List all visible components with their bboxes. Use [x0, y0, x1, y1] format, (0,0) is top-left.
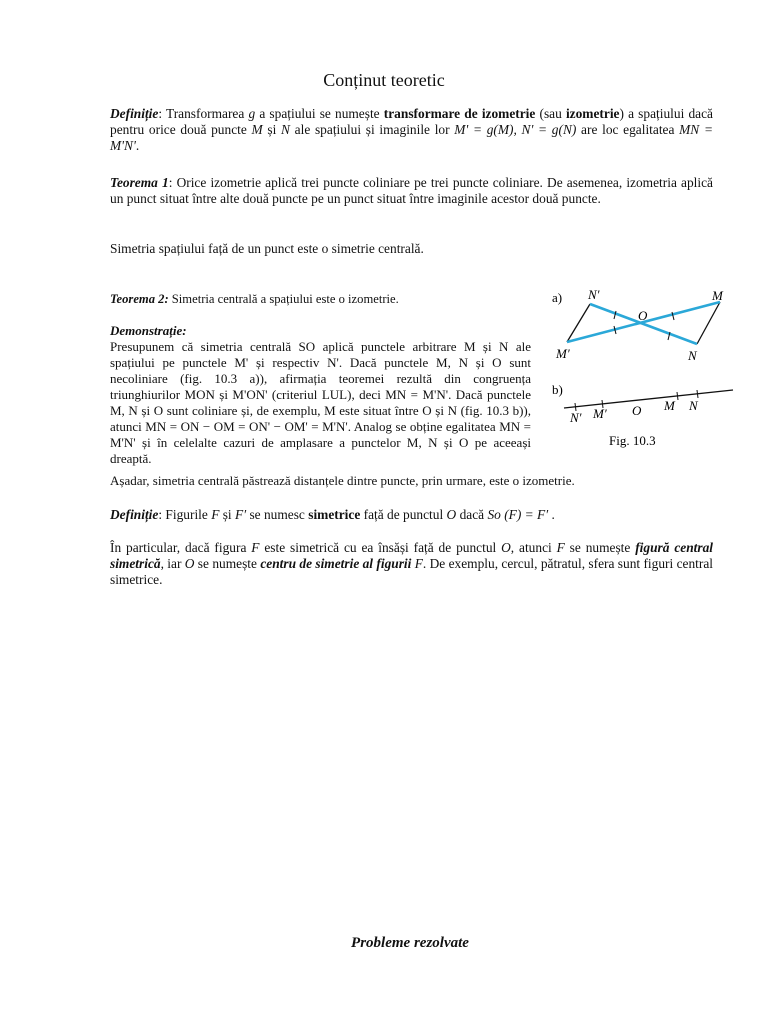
tick-mark [697, 390, 698, 398]
point-label-n-b: N [689, 398, 698, 413]
term-transformare-izometrie: transformare de izometrie [383, 106, 536, 121]
point-label-o: O [638, 308, 648, 323]
point-label-m: M [712, 288, 723, 303]
page-title: Conținut teoretic [323, 70, 445, 90]
figure-10-3 [540, 282, 740, 452]
point-label-mprime: M′ [556, 346, 570, 361]
definition-2-label: Definiție [110, 507, 159, 522]
definition-label: Definiție [110, 106, 159, 121]
term-simetrice: simetrice [308, 507, 361, 522]
particular-case: În particular, dacă figura F este simetrică cu ea însăși față de punctul O, atunci F se numește figură central simetrică, iar O se numește centru de simetrie al figurii F. De exemplu, cercul, pătratul, sfera sunt figuri central simetrice. [110, 540, 714, 587]
theorem-1-label: Teorema 1 [110, 175, 169, 190]
formula-images: M' = g(M), N' = g(N) [454, 122, 577, 137]
demonstration-body: Presupunem că simetria centrală SO aplică punctele arbitrare M și N ale spațiului pe punctele M' și respectiv N'. Dacă punctele M, N și O sunt necoliniare (fig. 10.3 a)), afirmația teoremei rezultă din congruența triunghiurilor MON și M'ON' (criteriul LUL), deci MN = M'N'. Dacă punctele M, N și O sunt coliniare și, de exemplu, M este situat între O și N (fig. 10.3 b)), atunci MN = ON − OM = ON' − OM' = M'N'. Analog se obține egalitatea MN = M'N' și în celelalte cazuri de amplasare a punctelor M, N și O pe aceeași dreaptă. [110, 339, 531, 466]
term-centru-de-simetrie: centru de simetrie al figurii [260, 556, 412, 571]
formula-equality: MN = M'N' [110, 122, 713, 153]
figure-caption: Fig. 10.3 [609, 433, 656, 448]
definition-isometry: Definiție: Transformarea g a spațiului se numește transformare de izometrie (sau izometrie) a spațiului dacă pentru orice două puncte M și N ale spațiului și imaginile lor M' = g(M), N' = g(N) are loc egalitatea MN = M'N'. [110, 106, 713, 153]
point-label-m-b: M [664, 398, 675, 413]
figure-label-b: b) [552, 382, 563, 397]
point-label-nprime-b: N′ [570, 410, 582, 425]
demonstration-label-line [110, 323, 531, 339]
point-label-o-b: O [632, 403, 642, 418]
formula-symmetry: So (F) = F′ [487, 507, 549, 522]
point-label-n: N [688, 348, 697, 363]
theorem-2: Teorema 2: Simetria centrală a spațiului este o izometrie. [110, 292, 399, 306]
term-izometrie: izometrie [565, 106, 620, 121]
point-label-mprime-b: M′ [593, 406, 607, 421]
definition-symmetric-figures: Definiție: Figurile F și F′ se numesc simetrice față de punctul O dacă So (F) = F′ . [110, 507, 555, 522]
theorem-2-label: Teorema 2: [110, 292, 169, 306]
figure-label-a: a) [552, 290, 563, 305]
tick-mark [677, 392, 678, 400]
point-label-nprime: N′ [588, 287, 600, 302]
demonstration-conclusion: Așadar, simetria centrală păstrează distanțele dintre puncte, prin urmare, este o izometrie. [110, 473, 575, 488]
symmetry-note: Simetria spațiului față de un punct este o simetrie centrală. [110, 241, 424, 256]
demonstration-label: Demonstrație: [110, 323, 187, 338]
line-b [564, 390, 733, 408]
term-figura-central-simetrica: figură central simetrică [110, 540, 714, 571]
theorem-1: Teorema 1: Orice izometrie aplică trei puncte coliniare pe trei puncte coliniare. De asemenea, izometria aplică un punct situat între alte două puncte pe un punct situat între imaginile acestor două puncte. [110, 175, 713, 206]
section-heading-probleme-rezolvate: Probleme rezolvate [351, 935, 469, 951]
